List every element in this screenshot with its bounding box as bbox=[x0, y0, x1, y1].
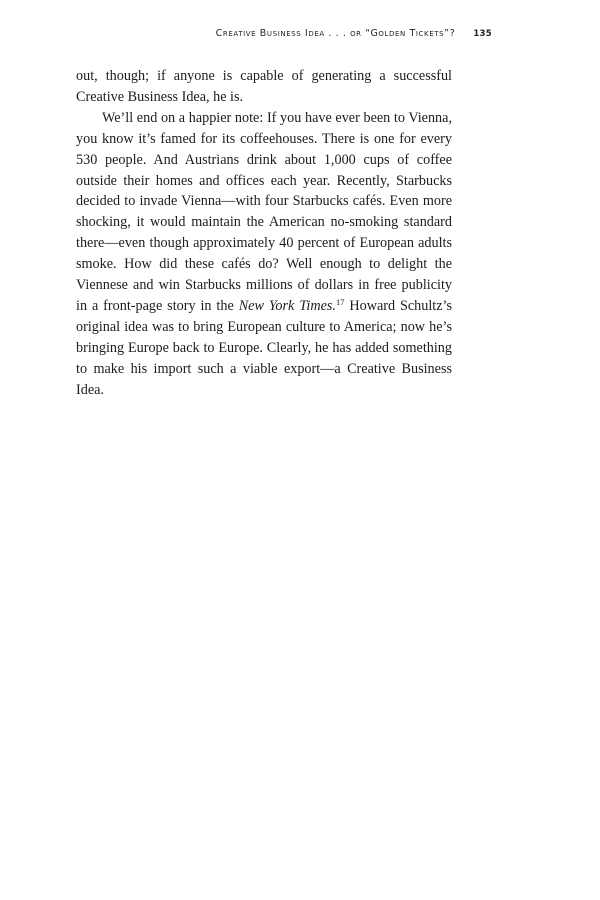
newspaper-title: New York Times. bbox=[238, 297, 336, 314]
page-number: 135 bbox=[473, 29, 492, 39]
paragraph-vienna-text-2: Howard Schultz’s original idea was to bring European culture to America; now he’s bringing Europe back to Europe. Clearly, he has added something to make his import such a viable export—a Creative Business Idea. bbox=[76, 297, 452, 398]
paragraph-vienna-text-1: We’ll end on a happier note: If you have ever been to Vienna, you know it’s famed for its coffeehouses. There is one for every 530 people. And Austrians drink about 1,000 cups of coffee outside their homes and offices each year. Recently, Starbucks decided to invade Vienna—with four Starbucks cafés. Even more shocking, it would maintain the American no-smoking standard there—even though approximately 40 percent of European adults smoke. How did these cafés do? Well enough to delight the Viennese and win Starbucks millions of dollars in free publicity in a front-page story in the bbox=[76, 109, 452, 314]
paragraph-vienna bbox=[76, 108, 452, 401]
body-text bbox=[76, 66, 452, 401]
footnote-reference[interactable]: 17 bbox=[335, 296, 345, 307]
paragraph-continuation: out, though; if anyone is capable of generating a successful Creative Business Idea, he is. bbox=[76, 68, 452, 105]
running-header bbox=[76, 28, 492, 39]
running-title: Creative Business Idea . . . or “Golden Tickets”? bbox=[215, 28, 456, 39]
